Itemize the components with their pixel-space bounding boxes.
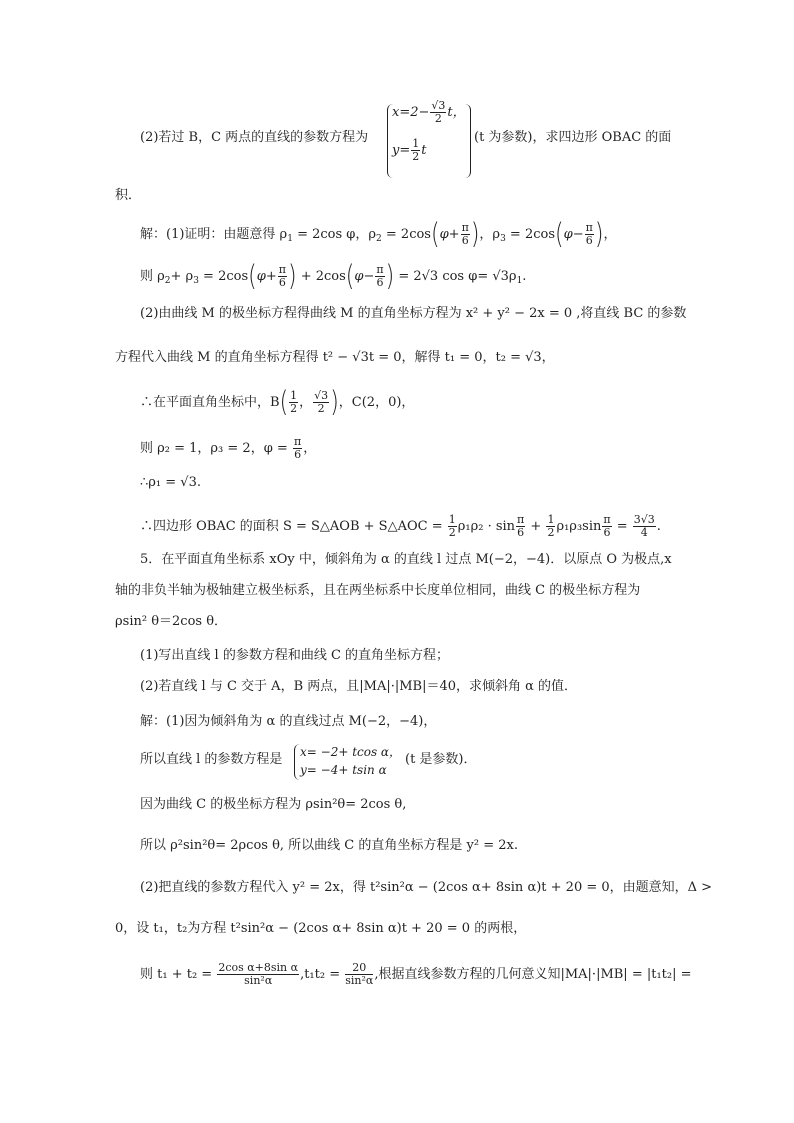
q2-suffix: (t 为参数)，求四边形 OBAC 的面 [474,130,672,145]
q5-line3: ρsin² θ＝2cos θ． [115,614,228,629]
sol5-line1: 解：(1)因为倾斜角为 α 的直线过点 M(−2，−4)， [140,714,437,729]
sol5-line5: (2)把直线的参数方程代入 y² = 2x，得 t²sin²α − (2cos α+ 8sin α)t + 20 = 0，由题意知，Δ > [140,880,713,895]
sys-row2-tail: t [421,143,427,158]
sys-row1: x=2− [392,105,430,120]
system-rbar [464,104,471,178]
sol2-line3: ∴在平面直角坐标中，B( $\frac{1}{2}$ ， $\frac{√3}{2}$ )，C(2，0)， [140,385,415,419]
sol5-sys-row1: x= −2+ tcos α， [300,745,402,759]
sol5-line3: 因为曲线 C 的极坐标方程为 ρsin²θ= 2cos θ, [140,797,407,812]
sol2-line4: 则 ρ₂ = 1，ρ₃ = 2，φ = $\frac{\pi}{6}$ ， [140,435,317,461]
q2-tail: 积． [115,188,142,203]
q5-sub2: (2)若直线 l 与 C 交于 A，B 两点，且|MA|·|MB|＝40，求倾斜角 α 的值． [140,679,578,694]
sol5-line2b: (t 是参数)． [405,752,477,767]
sol5-sys-row2: y= −4+ tsin α [300,763,387,777]
q5-sub1: (1)写出直线 l 的参数方程和曲线 C 的直角坐标方程； [140,648,450,663]
sol5-line4: 所以 ρ²sin²θ= 2ρcos θ, 所以曲线 C 的直角坐标方程是 y² = 2x. [140,838,518,853]
sol2-line6: ∴四边形 OBAC 的面积 S = S△AOB + S△AOC = $\frac{1}{2}$ ρ₁ρ₂ · sin $\frac{\pi}{6}$ + $\frac{1}{2}$ ρ₁ρ₃sin $\frac{\pi}{6}$ = $\frac{3√3}{4}$ . [140,513,661,539]
q2-prefix: (2)若过 B，C 两点的直线的参数方程为 [140,130,369,145]
sol2-line1: (2)由曲线 M 的极坐标方程得曲线 M 的直角坐标方程为 x² + y² − 2x = 0 ,将直线 BC 的参数 [140,306,687,321]
sys-row2: y= [392,143,411,158]
sol5-line2a: 所以直线 l 的参数方程是 [140,752,283,767]
param-system-q2-row2 [392,138,426,163]
sol5-line7: 则 t₁ + t₂ = $\frac{\text{2cos α+8sin α}}{\text{sin²α}}$ ,t₁t₂ = $\frac{20}{\text{sin²α}}$ ,根据直线参数方程的几何意义知|MA|·|MB| = |t₁t₂| = [140,961,692,987]
sol2-line5: ∴ρ₁ = √3. [140,475,201,490]
sys-row1-tail: t， [447,105,466,120]
sol1-line2: 则 $\rho_2+ \rho_3 = 2\cos(\varphi+$ $\frac{\pi}{6}$ ) + 2cos(φ− $\frac{\pi}{6}$ ) = 2√3 $\cos \varphi= √3\rho_1$. [140,259,527,293]
sol2-line2: 方程代入曲线 M 的直角坐标方程得 t² − √3t = 0，解得 t₁ = 0，t₂ = √3， [115,350,555,365]
sys-row1-frac: $\frac{√3}{2}$ [431,99,446,125]
q5-line1: 5．在平面直角坐标系 xOy 中，倾斜角为 α 的直线 l 过点 M(−2，−4)．以原点 O 为极点,x [140,552,672,567]
sol1-line1: 解：(1)证明：由题意得 $\rho_1 = 2\cos$ φ，$\rho_2 = 2\cos(\varphi+$ $\frac{\pi}{6}$ )，$\rho_3 = 2\cos(\varphi-$ $\frac{\pi}{6}$ )， [140,217,617,251]
sys-row2-frac: $\frac{1}{2}$ [412,137,420,163]
param-system-q2 [392,100,466,125]
q5-line2: 轴的非负半轴为极轴建立极坐标系，且在两坐标系中长度单位相同，曲线 C 的极坐标方程为 [115,583,641,598]
sol5-line6: 0，设 t₁，t₂为方程 t²sin²α − (2cos α+ 8sin α)t + 20 = 0 的两根， [115,921,527,936]
